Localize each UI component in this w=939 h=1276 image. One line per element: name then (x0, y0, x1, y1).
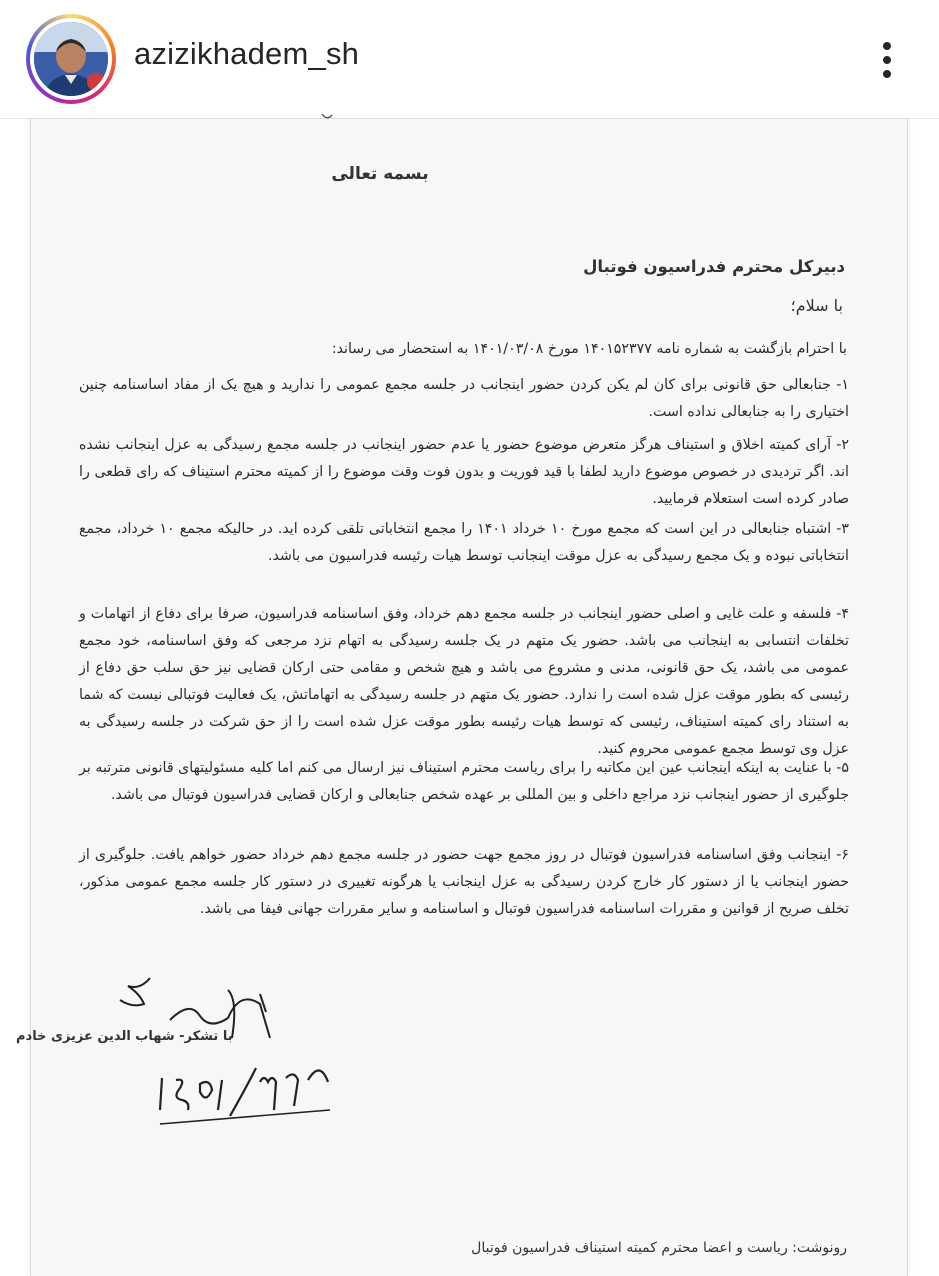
more-vertical-icon[interactable] (872, 38, 902, 82)
avatar-portrait (34, 22, 108, 96)
post-header (0, 0, 939, 119)
letter-invocation: بسمه تعالی (331, 164, 429, 184)
letter-paragraph-6: ۶- اینجانب وفق اساسنامه فدراسیون فوتبال در روز مجمع جهت حضور در جلسه مجمع دهم خرداد حضور خواهم یافت. جلوگیری از حضور اینجانب یا از دستور کار خارج کردن رسیدگی به عزل اینجانب یا هرگونه تغییری در دستور کار جلسه مجمع عمومی مذکور، تخلف صریح از قوانین و مقررات اساسنامه فدراسیون فوتبال و اساسنامه و سایر مقررات جهانی فیفا می باشد. (79, 847, 849, 917)
letter-paragraph-5: ۵- با عنایت به اینکه اینجانب عین این مکاتبه را برای ریاست محترم استیناف نیز ارسال می کنم اما کلیه مسئولیتهای قانونی مترتبه بر جلوگیری از حضور اینجانب نزد مراجع داخلی و بین المللی بر عهده شخص جنابعالی و ارکان قضایی فدراسیون فوتبال می باشد. (79, 760, 849, 803)
more-dot (883, 42, 891, 50)
letter-paragraph-4: ۴- فلسفه و علت غایی و اصلی حضور اینجانب در جلسه مجمع دهم خرداد، وفق اساسنامه فدراسیون، صرفا برای دفاع از اتهامات و تخلفات انتسابی به اینجانب می باشد. حضور یک متهم در یک جلسه رسیدگی به اتهام نزد مرجعی که وفق اساسنامه، خود مجمع عمومی می باشد، یک حق قانونی، مدنی و مشروع می باشد و هیچ شخص و مقامی حتی ارکان قضایی نیز حق سلب حق دفاع از رئیسی که بطور موقت عزل شده است را ندارد. حضور یک متهم در جلسه رسیدگی به اتهاماتش، یک فعالیت فوتبالی نیست که شما به استناد رای کمیته استیناف، رئیسی که توسط هیات رئیسه بطور موقت عزل شده است را از حق شرکت در جلسه رسیدگی به عزل وی توسط مجمع عمومی محروم کنید. (79, 606, 849, 757)
avatar-border (30, 18, 112, 100)
letterhead-mark (320, 112, 334, 122)
more-dot (883, 56, 891, 64)
letter-greeting: با سلام؛ (790, 296, 843, 315)
username[interactable]: azizikhadem_sh (134, 36, 360, 71)
letter-paragraph-2: ۲- آرای کمیته اخلاق و استیناف هرگز متعرض موضوع حضور یا عدم حضور اینجانب در جلسه مجمع رسیدگی به عزل اینجانب نشده اند. اگر تردیدی در خصوص موضوع دارید لطفا با قید فوریت و بدون فوت وقت موضوع را از کمیته محترم استیناف که رای قطعی را صادر کرده است استعلام فرمایید. (79, 437, 849, 507)
letter-paragraph-1: ۱- جنابعالی حق قانونی برای کان لم یکن کردن حضور اینجانب در جلسه مجمع عمومی را ندارید و هیچ یک از مفاد اساسنامه چنین اختیاری را به جنابعالی نداده است. (79, 377, 849, 420)
letter-cc: رونوشت: ریاست و اعضا محترم کمیته استیناف فدراسیون فوتبال (471, 1240, 847, 1256)
letter-intro: با احترام بازگشت به شماره نامه ۱۴۰۱۵۲۳۷۷ مورخ ۱۴۰۱/۰۳/۰۸ به استحضار می رساند: (331, 341, 847, 357)
handwritten-signature (110, 960, 370, 1130)
letter-recipient: دبیرکل محترم فدراسیون فوتبال (583, 257, 845, 276)
story-ring[interactable] (26, 14, 116, 104)
avatar[interactable] (34, 22, 108, 96)
signature-line: با تشکر- شهاب الدین عزیزی خادم (16, 1029, 233, 1044)
more-dot (883, 70, 891, 78)
letter-paragraph-3: ۳- اشتباه جنابعالی در این است که مجمع مورخ ۱۰ خرداد ۱۴۰۱ را مجمع انتخاباتی تلقی کرده اید. در حالیکه مجمع ۱۰ خرداد، مجمع انتخاباتی نبوده و یک مجمع رسیدگی به عزل موقت اینجانب توسط هیات رئیسه فدراسیون می باشد. (79, 521, 849, 564)
